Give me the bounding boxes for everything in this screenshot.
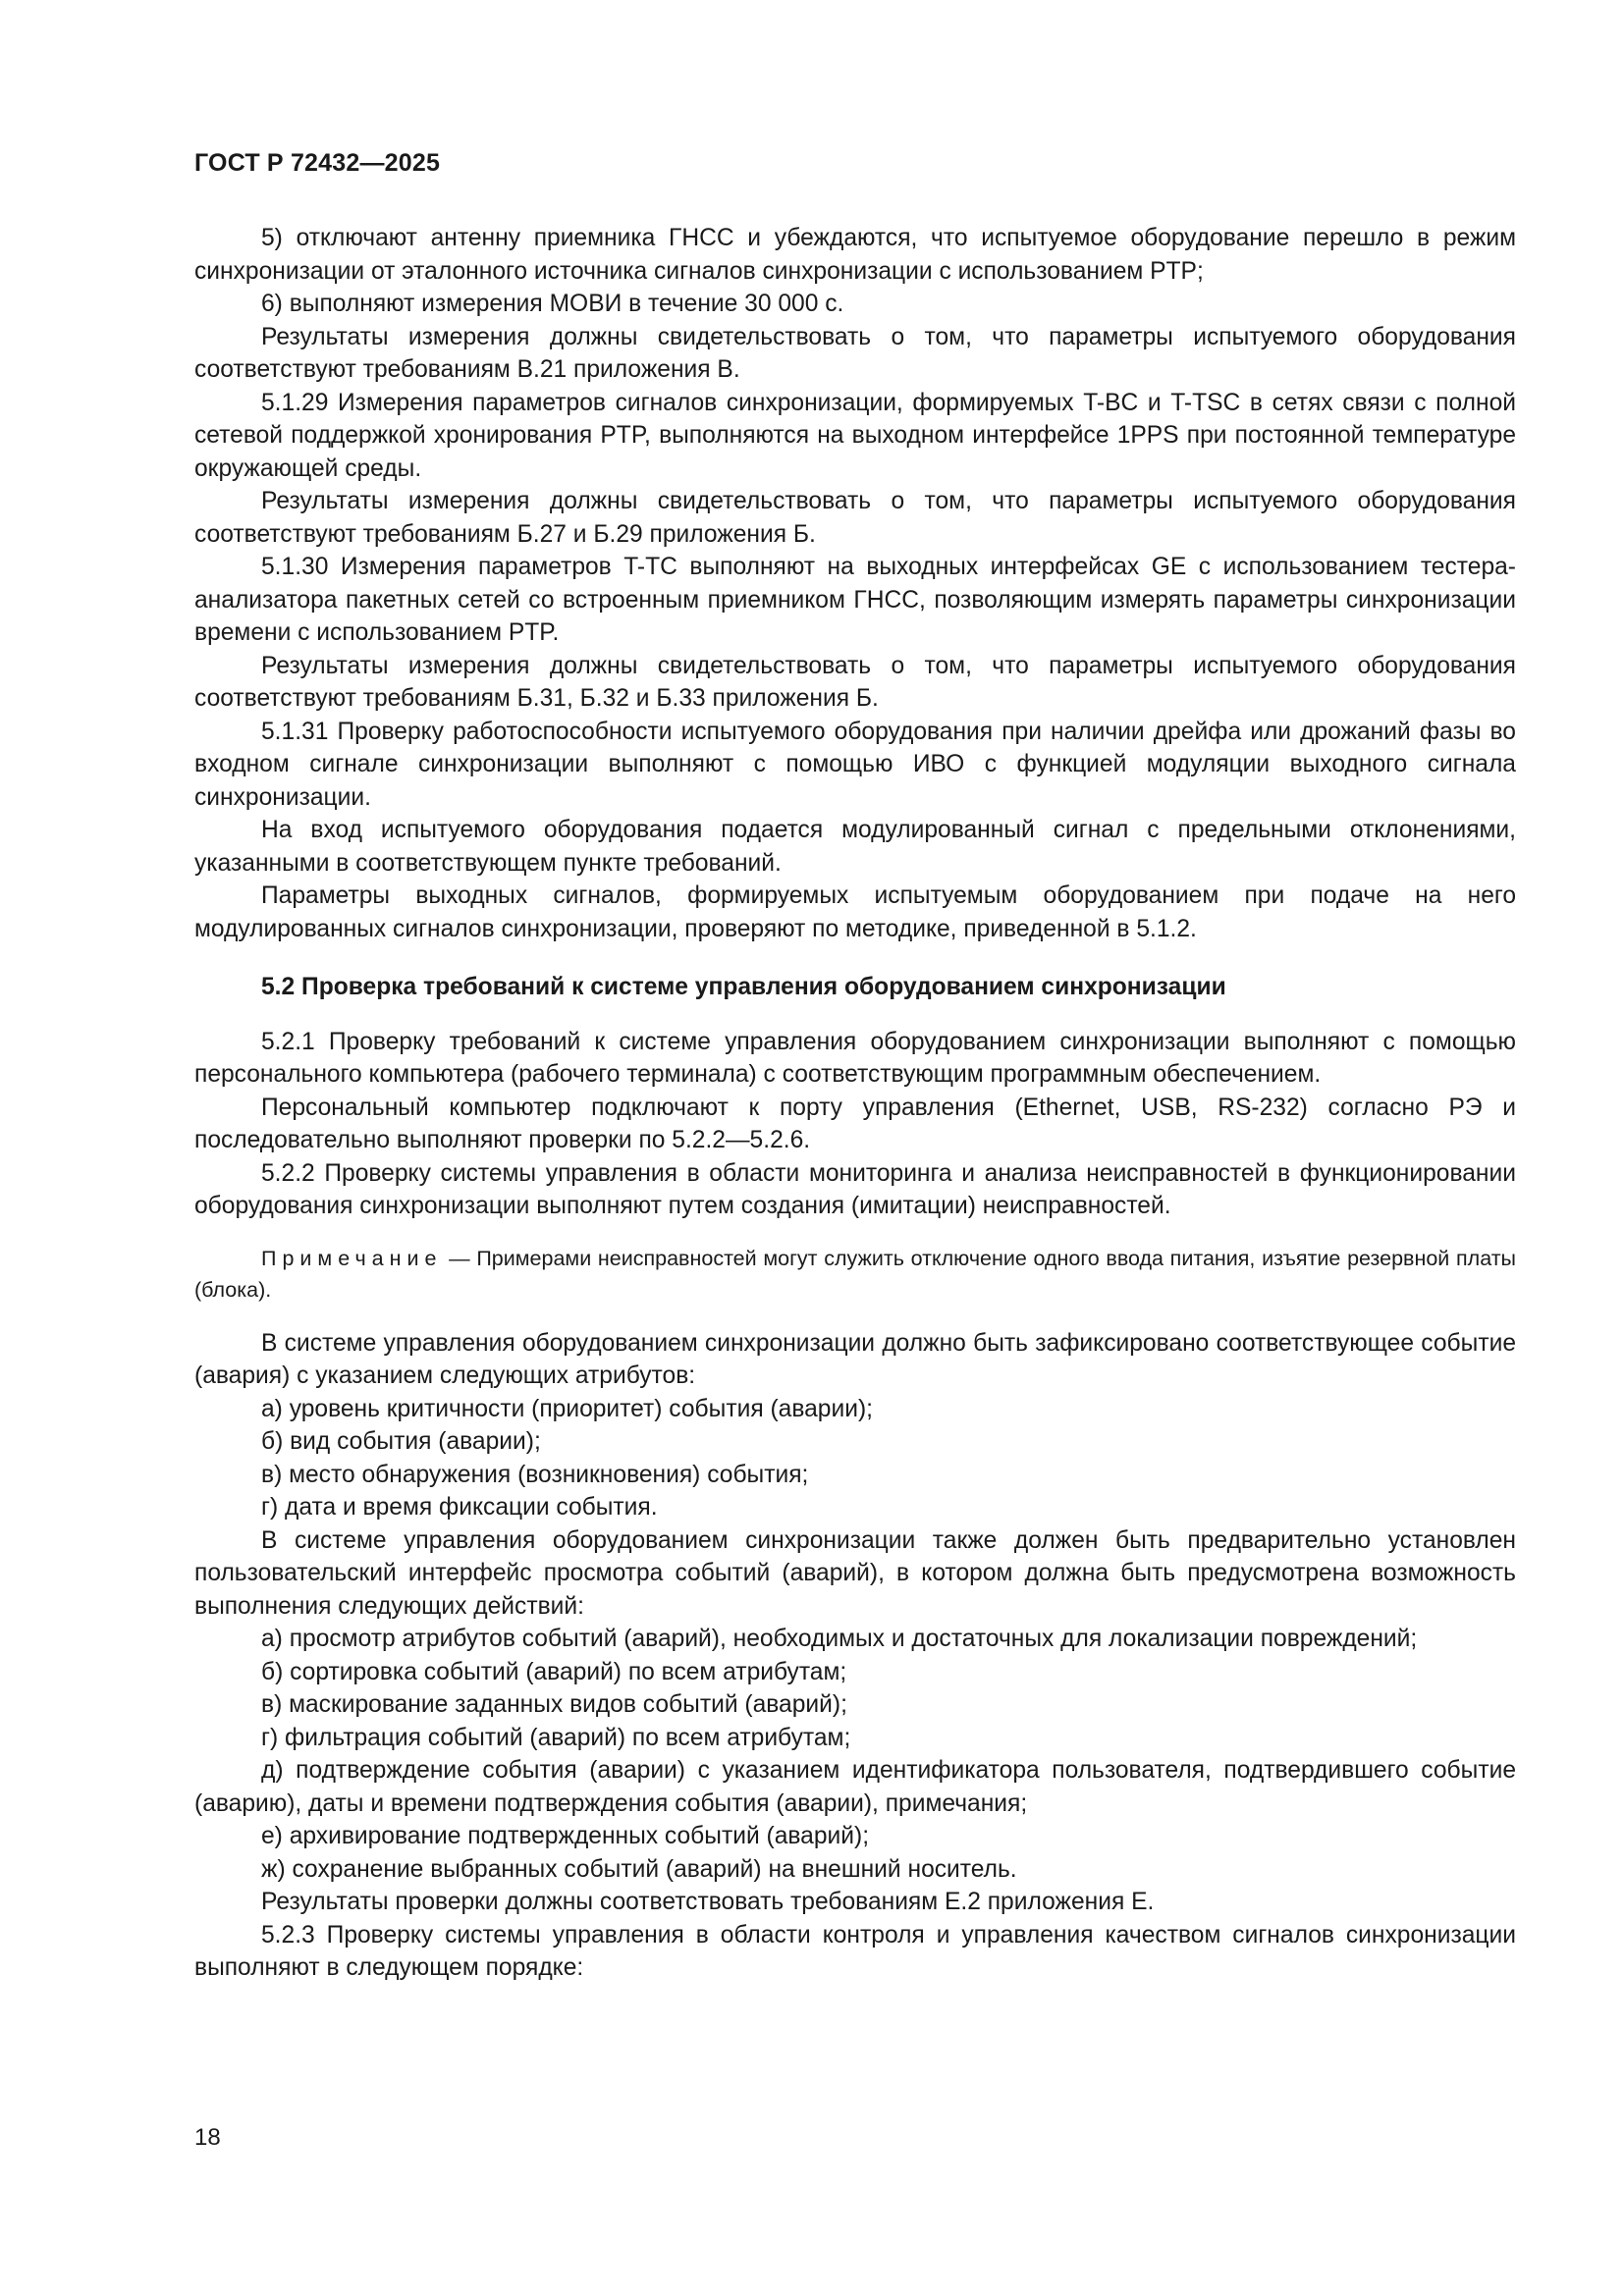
paragraph: 5.1.31 Проверку работоспособности испытуемого оборудования при наличии дрейфа или дрожаний фазы во входном сигнале синхронизации выполняют с помощью ИВО с функцией модуляции выходного сигнала синхронизации. bbox=[194, 718, 1516, 811]
list-item: в) маскирование заданных видов событий (аварий); bbox=[261, 1691, 847, 1718]
note-text: — Примерами неисправностей могут служить отключение одного ввода питания, изъятие резервной платы (блока). bbox=[194, 1246, 1516, 1302]
list-item: а) просмотр атрибутов событий (аварий), необходимых и достаточных для локализации повреждений; bbox=[261, 1626, 1418, 1652]
list-item: ж) сохранение выбранных событий (аварий) на внешний носитель. bbox=[261, 1855, 1017, 1883]
paragraph: 5.1.30 Измерения параметров T-TC выполняют на выходных интерфейсах GE с использованием тестера-анализатора пакетных сетей со встроенным приемником ГНСС, позволяющим измерять параметры синхронизации времени с использованием PTP. bbox=[194, 554, 1516, 646]
list-item: б) вид события (аварии); bbox=[261, 1428, 541, 1455]
list-item: в) место обнаружения (возникновения) события; bbox=[261, 1461, 809, 1488]
list-item: е) архивирование подтвержденных событий (аварий); bbox=[261, 1823, 870, 1849]
note bbox=[194, 1243, 1516, 1306]
paragraph: Параметры выходных сигналов, формируемых испытуемым оборудованием при подаче на него модулированных сигналов синхронизации, проверяют по методике, приведенной в 5.1.2. bbox=[194, 882, 1516, 942]
document-code-header: ГОСТ Р 72432—2025 bbox=[194, 149, 441, 177]
list-item: г) дата и время фиксации события. bbox=[261, 1494, 658, 1521]
page-body bbox=[194, 222, 1516, 1985]
paragraph: В системе управления оборудованием синхронизации должно быть зафиксировано соответствующее событие (авария) с указанием следующих атрибутов: bbox=[194, 1329, 1516, 1389]
paragraph: 6) выполняют измерения МОВИ в течение 30 000 с. bbox=[261, 291, 844, 317]
paragraph: 5.2.3 Проверку системы управления в области контроля и управления качеством сигналов синхронизации выполняют в следующем порядке: bbox=[194, 1921, 1516, 1981]
paragraph: Результаты измерения должны свидетельствовать о том, что параметры испытуемого оборудования соответствуют требованиям В.21 приложения В. bbox=[194, 323, 1516, 383]
paragraph: 5.2.2 Проверку системы управления в области мониторинга и анализа неисправностей в функционировании оборудования синхронизации выполняют путем создания (имитации) неисправностей. bbox=[194, 1159, 1516, 1219]
paragraph: 5.2.1 Проверку требований к системе управления оборудованием синхронизации выполняют с помощью персонального компьютера (рабочего терминала) с соответствующим программным обеспечением. bbox=[194, 1028, 1516, 1088]
page-number: 18 bbox=[194, 2124, 221, 2151]
list-item: а) уровень критичности (приоритет) события (аварии); bbox=[261, 1395, 873, 1422]
paragraph: На вход испытуемого оборудования подается модулированный сигнал с предельными отклонениями, указанными в соответствующем пункте требований. bbox=[194, 817, 1516, 877]
paragraph: Результаты измерения должны свидетельствовать о том, что параметры испытуемого оборудования соответствуют требованиям Б.27 и Б.29 приложения Б. bbox=[194, 488, 1516, 548]
paragraph: Персональный компьютер подключают к порту управления (Ethernet, USB, RS-232) согласно РЭ и последовательно выполняют проверки по 5.2.2—5.2.6. bbox=[194, 1094, 1516, 1153]
list-item: д) подтверждение события (аварии) с указанием идентификатора пользователя, подтвердившего событие (аварию), даты и времени подтверждения события (аварии), примечания; bbox=[194, 1757, 1516, 1817]
paragraph: Результаты измерения должны свидетельствовать о том, что параметры испытуемого оборудования соответствуют требованиям Б.31, Б.32 и Б.33 приложения Б. bbox=[194, 652, 1516, 712]
section-heading: 5.2 Проверка требований к системе управления оборудованием синхронизации bbox=[261, 974, 1226, 1000]
paragraph: 5.1.29 Измерения параметров сигналов синхронизации, формируемых T-BC и T-TSC в сетях связи с полной сетевой поддержкой хронирования PTP, выполняются на выходном интерфейсе 1PPS при постоянной температуре окружающей среды. bbox=[194, 389, 1516, 482]
paragraph: В системе управления оборудованием синхронизации также должен быть предварительно установлен пользовательский интерфейс просмотра событий (аварий), в котором должна быть предусмотрена возможность выполнения следующих действий: bbox=[194, 1526, 1516, 1620]
list-item: б) сортировка событий (аварий) по всем атрибутам; bbox=[261, 1658, 847, 1685]
paragraph: 5) отключают антенну приемника ГНСС и убеждаются, что испытуемое оборудование перешло в режим синхронизации от эталонного источника сигналов синхронизации с использованием PTP; bbox=[194, 225, 1516, 285]
paragraph: Результаты проверки должны соответствовать требованиям Е.2 приложения Е. bbox=[261, 1889, 1155, 1915]
note-label: Примечание bbox=[261, 1246, 443, 1270]
list-item: г) фильтрация событий (аварий) по всем атрибутам; bbox=[261, 1724, 851, 1751]
